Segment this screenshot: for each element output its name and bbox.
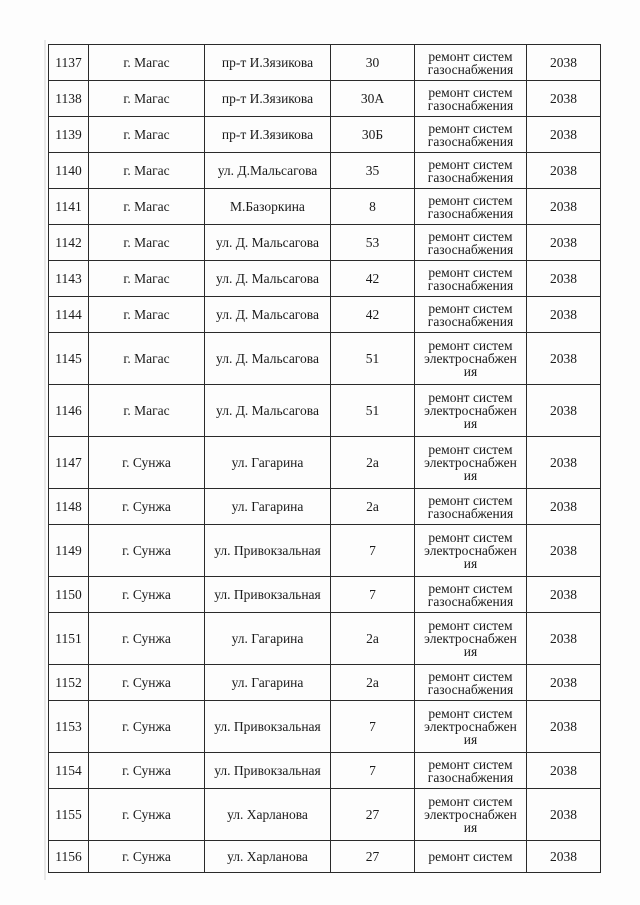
street-cell: пр-т И.Зязикова: [205, 117, 331, 153]
year-cell: 2038: [527, 489, 601, 525]
year-cell: 2038: [527, 333, 601, 385]
house-number-cell: 53: [331, 225, 415, 261]
street-cell: ул. Привокзальная: [205, 525, 331, 577]
row-number-cell: 1144: [49, 297, 89, 333]
house-number-cell: 35: [331, 153, 415, 189]
table-row: [49, 45, 601, 81]
year-cell: 2038: [527, 225, 601, 261]
street-cell: ул. Д. Мальсагова: [205, 261, 331, 297]
year-cell: 2038: [527, 613, 601, 665]
city-cell: г. Сунжа: [89, 437, 205, 489]
year-cell: 2038: [527, 153, 601, 189]
city-cell: г. Магас: [89, 189, 205, 225]
house-number-cell: 51: [331, 385, 415, 437]
work-type-cell: ремонт систем электроснабжен ия: [415, 437, 527, 489]
work-type-cell: ремонт систем электроснабжен ия: [415, 333, 527, 385]
year-cell: 2038: [527, 789, 601, 841]
house-number-cell: 51: [331, 333, 415, 385]
year-cell: 2038: [527, 45, 601, 81]
row-number-cell: 1141: [49, 189, 89, 225]
row-number-cell: 1152: [49, 665, 89, 701]
year-cell: 2038: [527, 385, 601, 437]
row-number-cell: 1139: [49, 117, 89, 153]
work-type-cell: ремонт систем газоснабжения: [415, 45, 527, 81]
street-cell: ул. Д. Мальсагова: [205, 225, 331, 261]
street-cell: ул. Д.Мальсагова: [205, 153, 331, 189]
table-row: [49, 789, 601, 841]
year-cell: 2038: [527, 841, 601, 873]
table-row: [49, 225, 601, 261]
table-row: [49, 489, 601, 525]
house-number-cell: 42: [331, 297, 415, 333]
row-number-cell: 1154: [49, 753, 89, 789]
table-row: [49, 701, 601, 753]
year-cell: 2038: [527, 117, 601, 153]
table-row: [49, 189, 601, 225]
row-number-cell: 1137: [49, 45, 89, 81]
street-cell: ул. Привокзальная: [205, 753, 331, 789]
city-cell: г. Магас: [89, 153, 205, 189]
year-cell: 2038: [527, 81, 601, 117]
row-number-cell: 1151: [49, 613, 89, 665]
city-cell: г. Магас: [89, 333, 205, 385]
year-cell: 2038: [527, 437, 601, 489]
housing-repair-table: [48, 44, 601, 873]
city-cell: г. Сунжа: [89, 753, 205, 789]
row-number-cell: 1150: [49, 577, 89, 613]
table-row: [49, 665, 601, 701]
row-number-cell: 1143: [49, 261, 89, 297]
street-cell: М.Базоркина: [205, 189, 331, 225]
street-cell: ул. Д. Мальсагова: [205, 385, 331, 437]
house-number-cell: 2а: [331, 437, 415, 489]
work-type-cell: ремонт систем газоснабжения: [415, 225, 527, 261]
city-cell: г. Магас: [89, 81, 205, 117]
row-number-cell: 1153: [49, 701, 89, 753]
table-row: [49, 333, 601, 385]
work-type-cell: ремонт систем газоснабжения: [415, 297, 527, 333]
city-cell: г. Магас: [89, 225, 205, 261]
table-row: [49, 841, 601, 873]
row-number-cell: 1138: [49, 81, 89, 117]
house-number-cell: 2а: [331, 613, 415, 665]
city-cell: г. Магас: [89, 45, 205, 81]
house-number-cell: 7: [331, 701, 415, 753]
year-cell: 2038: [527, 261, 601, 297]
city-cell: г. Сунжа: [89, 841, 205, 873]
table-row: [49, 297, 601, 333]
year-cell: 2038: [527, 189, 601, 225]
street-cell: ул. Д. Мальсагова: [205, 333, 331, 385]
work-type-cell: ремонт систем газоснабжения: [415, 117, 527, 153]
house-number-cell: 7: [331, 577, 415, 613]
street-cell: ул. Д. Мальсагова: [205, 297, 331, 333]
city-cell: г. Магас: [89, 385, 205, 437]
table-row: [49, 261, 601, 297]
city-cell: г. Сунжа: [89, 789, 205, 841]
table-row: [49, 577, 601, 613]
row-number-cell: 1145: [49, 333, 89, 385]
street-cell: пр-т И.Зязикова: [205, 45, 331, 81]
work-type-cell: ремонт систем газоснабжения: [415, 753, 527, 789]
house-number-cell: 2а: [331, 665, 415, 701]
table-row: [49, 153, 601, 189]
house-number-cell: 30Б: [331, 117, 415, 153]
street-cell: ул. Привокзальная: [205, 701, 331, 753]
house-number-cell: 27: [331, 841, 415, 873]
house-number-cell: 2а: [331, 489, 415, 525]
year-cell: 2038: [527, 297, 601, 333]
work-type-cell: ремонт систем электроснабжен ия: [415, 525, 527, 577]
city-cell: г. Сунжа: [89, 577, 205, 613]
year-cell: 2038: [527, 525, 601, 577]
city-cell: г. Сунжа: [89, 613, 205, 665]
house-number-cell: 8: [331, 189, 415, 225]
table-row: [49, 117, 601, 153]
row-number-cell: 1142: [49, 225, 89, 261]
house-number-cell: 7: [331, 525, 415, 577]
work-type-cell: ремонт систем газоснабжения: [415, 665, 527, 701]
work-type-cell: ремонт систем электроснабжен ия: [415, 385, 527, 437]
city-cell: г. Магас: [89, 297, 205, 333]
street-cell: пр-т И.Зязикова: [205, 81, 331, 117]
scan-edge-shadow: [44, 40, 46, 880]
street-cell: ул. Привокзальная: [205, 577, 331, 613]
work-type-cell: ремонт систем газоснабжения: [415, 153, 527, 189]
year-cell: 2038: [527, 577, 601, 613]
street-cell: ул. Харланова: [205, 841, 331, 873]
house-number-cell: 42: [331, 261, 415, 297]
table-row: [49, 437, 601, 489]
row-number-cell: 1147: [49, 437, 89, 489]
street-cell: ул. Гагарина: [205, 489, 331, 525]
row-number-cell: 1148: [49, 489, 89, 525]
city-cell: г. Сунжа: [89, 665, 205, 701]
row-number-cell: 1156: [49, 841, 89, 873]
row-number-cell: 1140: [49, 153, 89, 189]
row-number-cell: 1146: [49, 385, 89, 437]
work-type-cell: ремонт систем газоснабжения: [415, 577, 527, 613]
street-cell: ул. Гагарина: [205, 437, 331, 489]
work-type-cell: ремонт систем электроснабжен ия: [415, 789, 527, 841]
city-cell: г. Магас: [89, 117, 205, 153]
table-body: [49, 45, 601, 873]
work-type-cell: ремонт систем газоснабжения: [415, 489, 527, 525]
work-type-cell: ремонт систем электроснабжен ия: [415, 701, 527, 753]
table-row: [49, 753, 601, 789]
row-number-cell: 1155: [49, 789, 89, 841]
work-type-cell: ремонт систем газоснабжения: [415, 81, 527, 117]
year-cell: 2038: [527, 665, 601, 701]
street-cell: ул. Гагарина: [205, 665, 331, 701]
street-cell: ул. Гагарина: [205, 613, 331, 665]
table-row: [49, 385, 601, 437]
house-number-cell: 7: [331, 753, 415, 789]
work-type-cell: ремонт систем газоснабжения: [415, 189, 527, 225]
year-cell: 2038: [527, 701, 601, 753]
city-cell: г. Сунжа: [89, 525, 205, 577]
house-number-cell: 30: [331, 45, 415, 81]
year-cell: 2038: [527, 753, 601, 789]
house-number-cell: 27: [331, 789, 415, 841]
work-type-cell: ремонт систем газоснабжения: [415, 261, 527, 297]
house-number-cell: 30А: [331, 81, 415, 117]
table-row: [49, 81, 601, 117]
city-cell: г. Сунжа: [89, 489, 205, 525]
work-type-cell: ремонт систем: [415, 841, 527, 873]
table-row: [49, 525, 601, 577]
table-row: [49, 613, 601, 665]
street-cell: ул. Харланова: [205, 789, 331, 841]
city-cell: г. Магас: [89, 261, 205, 297]
row-number-cell: 1149: [49, 525, 89, 577]
work-type-cell: ремонт систем электроснабжен ия: [415, 613, 527, 665]
city-cell: г. Сунжа: [89, 701, 205, 753]
